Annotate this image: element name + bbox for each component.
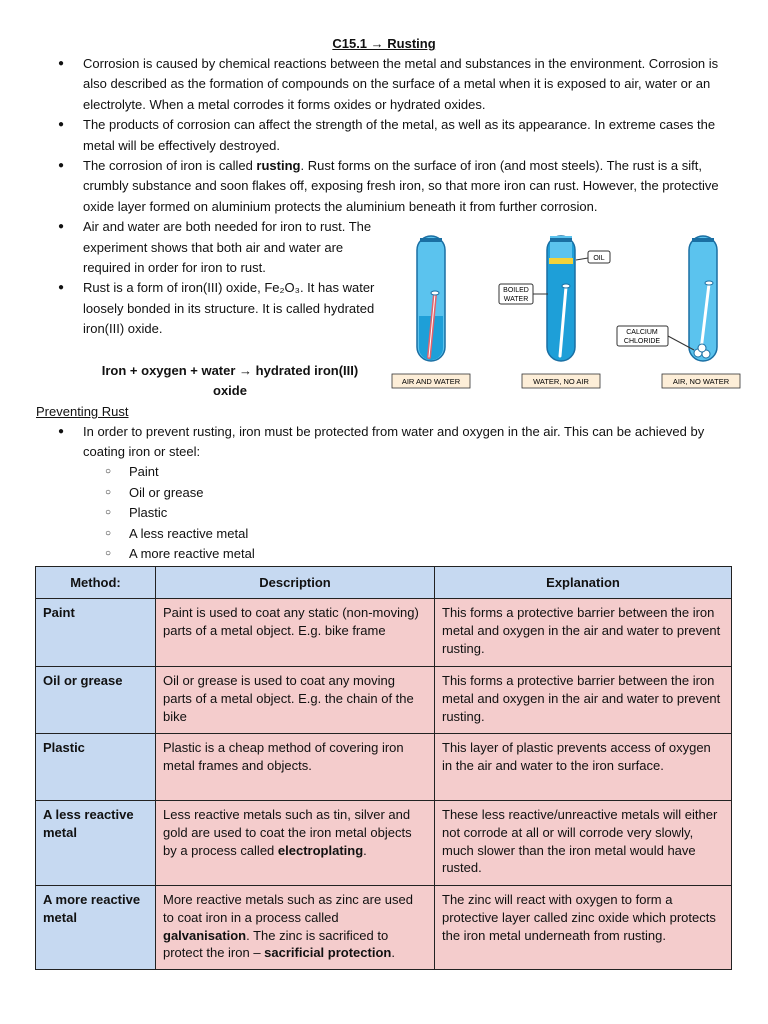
label-water-no-air xyxy=(522,374,600,388)
preventing-rust-heading: Preventing Rust xyxy=(36,404,129,419)
desc-term-sacrificial: sacrificial protection xyxy=(264,945,392,961)
preventing-bullets xyxy=(56,422,736,463)
cell-description xyxy=(156,801,435,886)
bullet-rusting xyxy=(56,156,736,217)
label-air-and-water xyxy=(392,374,470,388)
calcium-label-line1: CALCIUM xyxy=(626,329,658,336)
cell-description xyxy=(156,886,435,970)
rusting-text-post: . Rust forms on the surface of iron (and most steels). The rust is a sift, crumbly substance and soon flakes off, exposing fresh iron, so that more iron can rust. However, the protective oxide layer formed on aluminium protects the aluminium beneath it from further corrosion. xyxy=(83,158,719,214)
prevention-methods-table xyxy=(35,566,732,970)
cell-description: Oil or grease is used to coat any moving parts of a metal object. E.g. the chain of the bike xyxy=(156,667,435,734)
list-item: ○ A less reactive metal xyxy=(105,524,255,545)
bullet-air-water: ● Air and water are both needed for iron to rust. The experiment shows that both air and water are required in order for iron to rust. xyxy=(56,217,391,278)
cell-method: Plastic xyxy=(36,734,156,801)
label-air-no-water xyxy=(662,374,740,388)
calcium-chloride-callout xyxy=(617,326,668,346)
header-explanation: Explanation xyxy=(435,567,732,599)
tube-water-no-air xyxy=(547,236,575,361)
table-row xyxy=(36,667,732,734)
tube-air-no-water xyxy=(689,236,717,361)
cell-explanation: This forms a protective barrier between the iron metal and oxygen in the air and water to prevent rusting. xyxy=(435,667,732,734)
tube-air-and-water xyxy=(417,236,445,361)
header-description: Description xyxy=(156,567,435,599)
list-item: ○ A more reactive metal xyxy=(105,544,255,565)
page-title: C15.1 → Rusting xyxy=(332,36,436,51)
desc-text-post: . xyxy=(391,945,395,961)
oil-callout xyxy=(588,251,610,263)
header-method: Method: xyxy=(36,567,156,599)
bullet-preventing: ● In order to prevent rusting, iron must be protected from water and oxygen in the air. This can be achieved by coating iron or steel: xyxy=(56,422,736,463)
cell-explanation: These less reactive/unreactive metals will either not corrode at all or will corrode very slowly, much slower than the iron metal would have rusted. xyxy=(435,801,732,886)
boiled-label-line2: WATER xyxy=(503,296,529,303)
word-equation: Iron + oxygen + water → hydrated iron(III) oxide xyxy=(101,363,359,399)
tube2-label: WATER, NO AIR xyxy=(533,377,589,386)
desc-term-galvanisation: galvanisation xyxy=(163,927,247,943)
cell-method: Paint xyxy=(36,599,156,667)
desc-text-mid: . The zinc is sacrificed to protect the iron – xyxy=(163,927,389,961)
rusting-text-pre: The corrosion of iron is called xyxy=(83,158,257,174)
cell-method: A less reactive metal xyxy=(36,801,156,886)
desc-text-pre: More reactive metals such as zinc are used to coat iron in a process called xyxy=(163,892,413,925)
cell-explanation: The zinc will react with oxygen to form a protective layer called zinc oxide which protects the iron metal underneath from rusting. xyxy=(435,886,732,970)
tube1-label: AIR AND WATER xyxy=(401,377,461,386)
oil-label: OIL xyxy=(593,255,605,262)
desc-text-pre: Less reactive metals such as tin, silver and gold are used to coat the iron metal objects by a process called xyxy=(163,807,412,858)
cell-explanation: This layer of plastic prevents access of oxygen in the air and water to the iron surface. xyxy=(435,734,732,801)
table-row xyxy=(36,734,732,801)
table-row xyxy=(36,599,732,667)
boiled-water-callout xyxy=(499,284,533,304)
bullet-corrosion: ● Corrosion is caused by chemical reactions between the metal and substances in the environment. Corrosion is also described as the formation of compounds on the surface of a metal when it is exposed to air, water or an electrolyte. When a metal corrodes it forms oxides or hydrated oxides. xyxy=(56,54,736,115)
cell-description: Paint is used to coat any static (non-moving) parts of a metal object. E.g. bike frame xyxy=(156,599,435,667)
cell-method: A more reactive metal xyxy=(36,886,156,970)
cell-method: Oil or grease xyxy=(36,667,156,734)
list-item: ○ Paint xyxy=(105,462,255,483)
cell-description: Plastic is a cheap method of covering iron metal frames and objects. xyxy=(156,734,435,801)
list-item: ○ Oil or grease xyxy=(105,483,255,504)
coating-methods-list xyxy=(105,462,255,565)
cell-explanation: This forms a protective barrier between the iron metal and oxygen in the air and water to prevent rusting. xyxy=(435,599,732,667)
boiled-label-line1: BOILED xyxy=(503,287,529,294)
table-row xyxy=(36,886,732,970)
calcium-label-line2: CHLORIDE xyxy=(623,338,661,345)
bullet-rust-form: ● Rust is a form of iron(III) oxide, Fe₂O₃. It has water loosely bonded in its structure. It is called hydrated iron(III) oxide. xyxy=(56,278,391,339)
tube3-label: AIR, NO WATER xyxy=(672,377,730,386)
list-item: ○ Plastic xyxy=(105,503,255,524)
desc-term-electroplating: electroplating xyxy=(277,842,364,858)
desc-text-post: . xyxy=(363,842,367,858)
rusting-term: rusting xyxy=(256,158,301,174)
bullet-products: ● The products of corrosion can affect the strength of the metal, as well as its appearance. In extreme cases the metal will be effectively destroyed. xyxy=(56,115,736,156)
table-header-row xyxy=(36,567,732,599)
rusting-experiment-diagram xyxy=(388,232,748,392)
table-row xyxy=(36,801,732,886)
